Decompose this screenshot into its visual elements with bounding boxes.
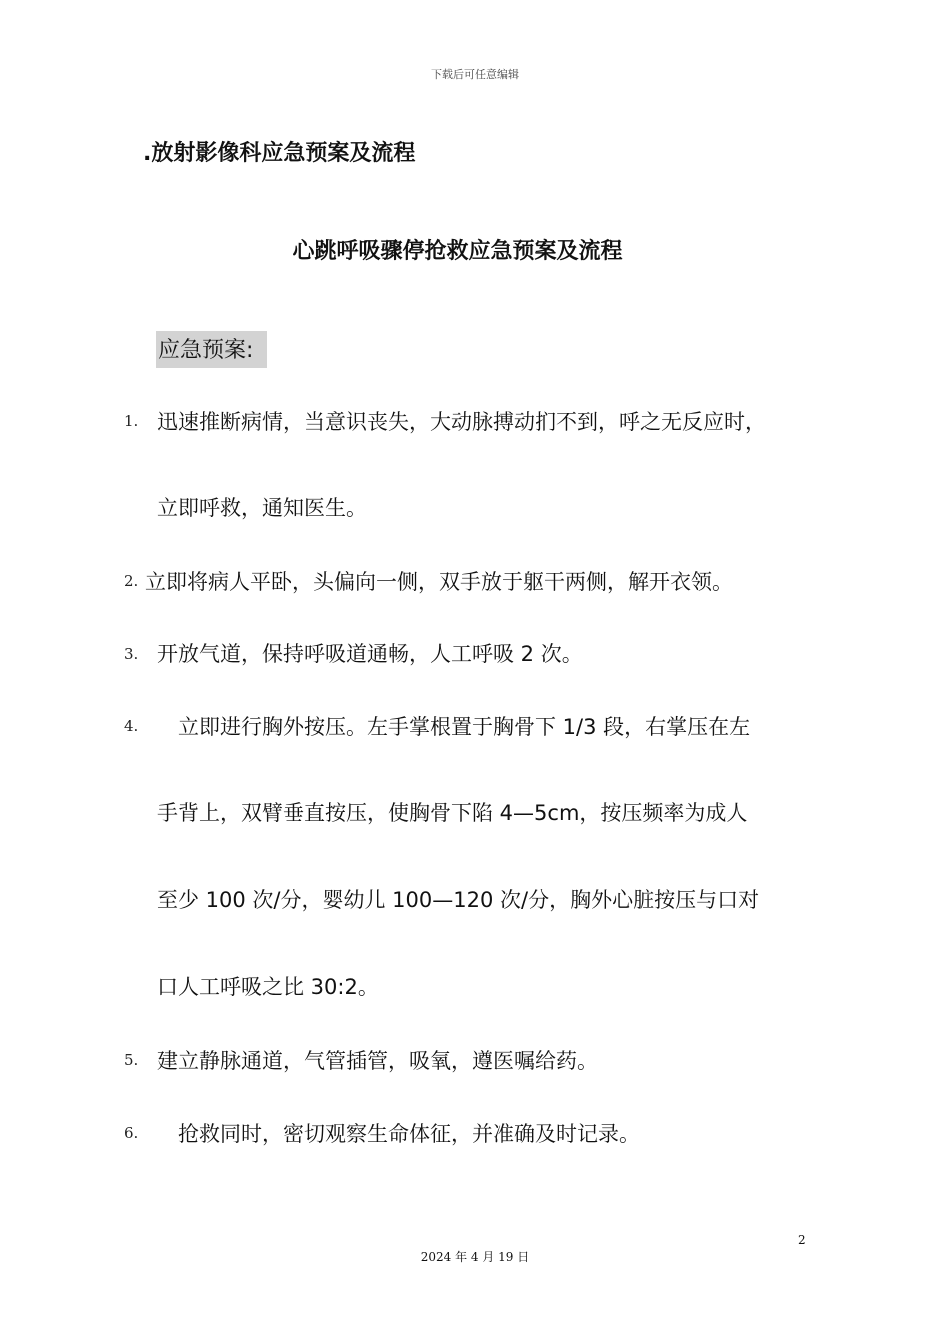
item-text-line: 立即呼救，通知医生。 bbox=[157, 496, 367, 520]
item-text-line: 开放气道，保持呼吸道通畅，人工呼吸 2 次。 bbox=[157, 642, 583, 666]
item-text-line: 迅速推断病情，当意识丧失，大动脉搏动扪不到，呼之无反应时， bbox=[157, 410, 766, 434]
item-number: 4. bbox=[124, 717, 139, 735]
item-text-line: 立即进行胸外按压。左手掌根置于胸骨下 1/3 段，右掌压在左 bbox=[178, 715, 751, 739]
item-number: 1. bbox=[124, 412, 139, 430]
item-text-line: 建立静脉通道，气管插管，吸氧，遵医嘱给药。 bbox=[157, 1049, 598, 1073]
item-text-line: 口人工呼吸之比 30:2。 bbox=[157, 975, 379, 999]
item-number: 2. bbox=[124, 572, 139, 590]
emergency-plan-label: 应急预案: bbox=[156, 331, 267, 368]
footer-date: 2024 年 4 月 19 日 bbox=[420, 1250, 530, 1264]
item-number: 5. bbox=[124, 1051, 139, 1069]
item-number: 3. bbox=[124, 645, 139, 663]
section-heading: 心跳呼吸骤停抢救应急预案及流程 bbox=[292, 239, 623, 264]
document-heading: .放射影像科应急预案及流程 bbox=[143, 141, 416, 166]
header-note: 下载后可任意编辑 bbox=[431, 68, 519, 81]
page-number: 2 bbox=[798, 1233, 806, 1247]
item-text-line: 立即将病人平卧，头偏向一侧，双手放于躯干两侧，解开衣领。 bbox=[145, 570, 733, 594]
item-number: 6. bbox=[124, 1124, 139, 1142]
item-text-line: 手背上，双臂垂直按压，使胸骨下陷 4—5cm，按压频率为成人 bbox=[157, 801, 748, 825]
item-text-line: 至少 100 次/分，婴幼儿 100—120 次/分，胸外心脏按压与口对 bbox=[157, 888, 760, 912]
item-text-line: 抢救同时，密切观察生命体征，并准确及时记录。 bbox=[178, 1122, 640, 1146]
